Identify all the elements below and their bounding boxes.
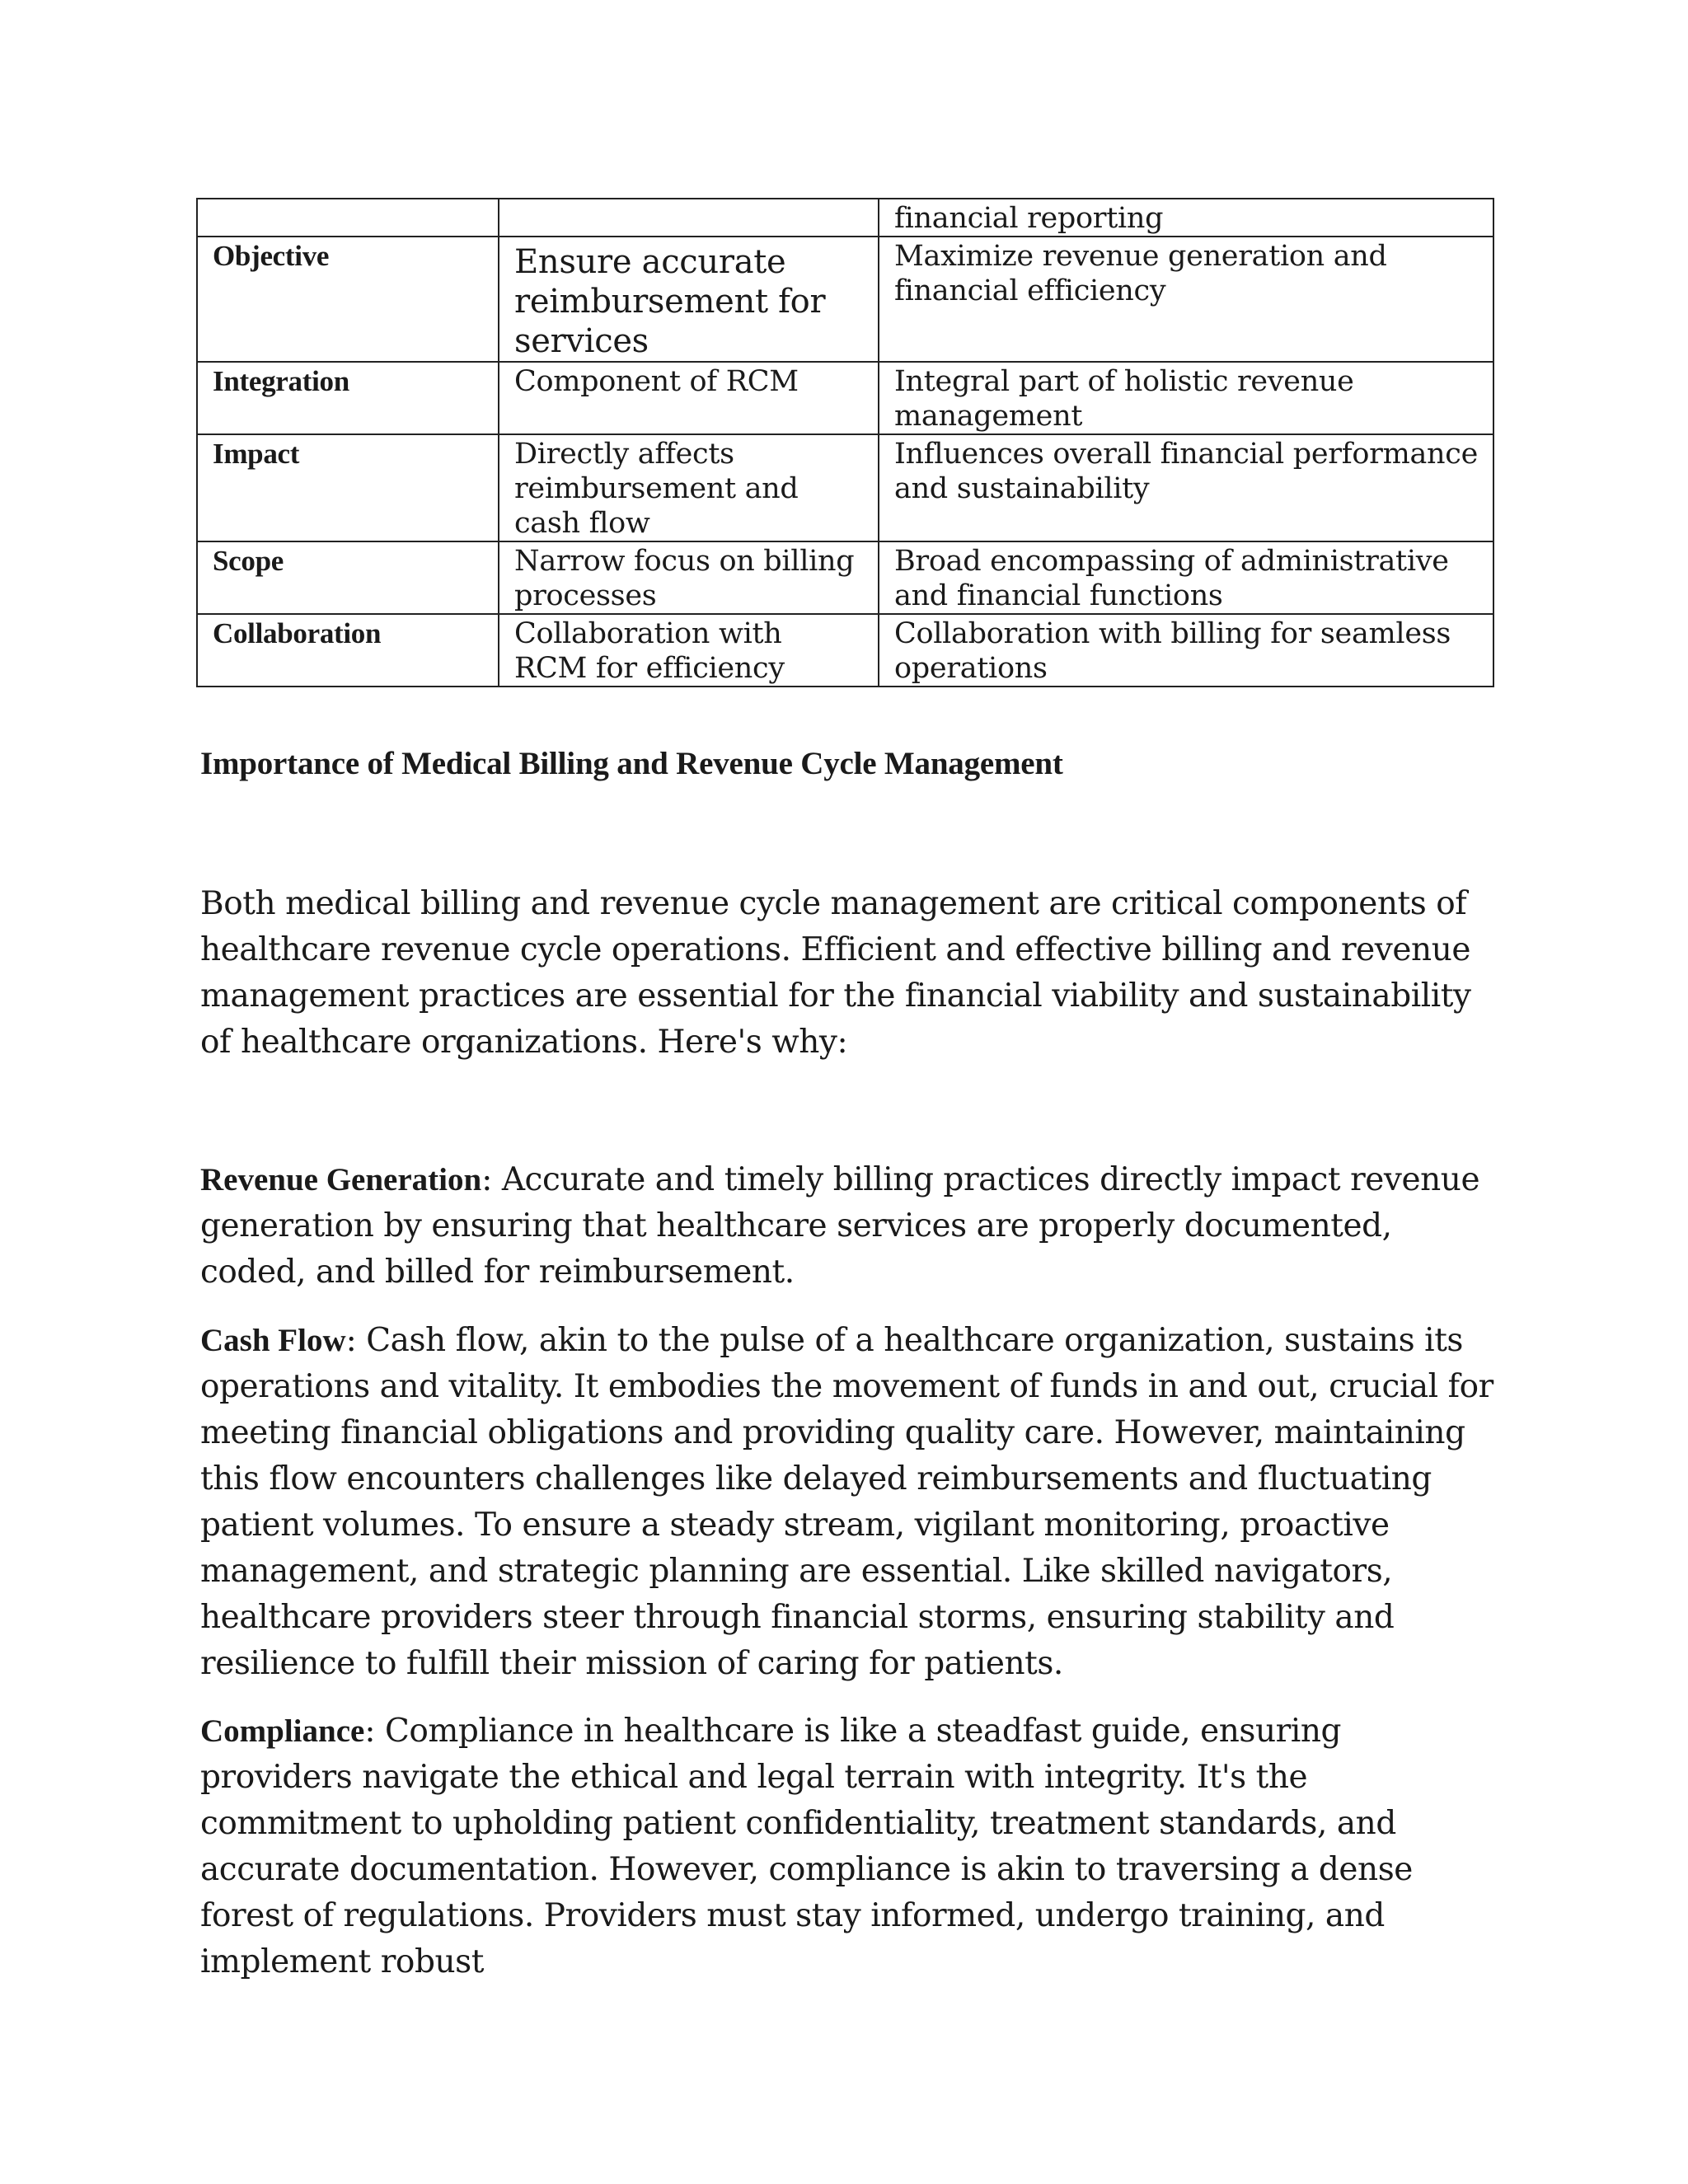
row-term — [197, 199, 499, 237]
cash-flow-paragraph: Cash Flow: Cash flow, akin to the pulse of a healthcare organization, sustains its operations and vitality. It embodies the movement of funds in and out, crucial for meeting financial obligations and providing quality care. However, maintaining this flow encounters challenges like delayed reimbursements and fluctuating patient volumes. To ensure a steady stream, vigilant monitoring, proactive management, and strategic planning are essential. Like skilled navigators, healthcare providers steer through financial storms, ensuring stability and resilience to fulfill their mission of caring for patients. — [200, 1322, 1493, 1682]
billing-cell: Ensure accurate reimbursement for services — [499, 237, 879, 362]
billing-cell — [499, 199, 879, 237]
row-term: Scope — [197, 541, 499, 614]
row-term: Integration — [197, 362, 499, 434]
point-text: Compliance in healthcare is like a steadfast guide, ensuring providers navigate the ethical and legal terrain with integrity. It's the commitment to upholding patient confidentiality, treatment standards, and accurate documentation. However, compliance is akin to traversing a dense forest of regulations. Providers must stay informed, undergo training, and implement robust — [200, 1713, 1413, 1980]
billing-cell: Component of RCM — [499, 362, 879, 434]
billing-cell: Narrow focus on billing processes — [499, 541, 879, 614]
intro-paragraph: Both medical billing and revenue cycle management are critical components of healthcare revenue cycle operations. Efficient and effective billing and revenue management practices are essential for the financial viability and sustainability of healthcare organizations. Here's why: — [200, 885, 1471, 1061]
point-text: Cash flow, akin to the pulse of a healthcare organization, sustains its operations and vitality. It embodies the movement of funds in and out, crucial for meeting financial obligations and providing quality care. However, maintaining this flow encounters challenges like delayed reimbursements and fluctuating patient volumes. To ensure a steady stream, vigilant monitoring, proactive management, and strategic planning are essential. Like skilled navigators, healthcare providers steer through financial storms, ensuring stability and resilience to fulfill their mission of caring for patients. — [200, 1322, 1493, 1682]
table-row — [197, 237, 1493, 362]
table-row — [197, 362, 1493, 434]
table-row — [197, 614, 1493, 687]
billing-cell: Directly affects reimbursement and cash flow — [499, 434, 879, 541]
rcm-cell: Maximize revenue generation and financial efficiency — [879, 237, 1493, 362]
compliance-paragraph: Compliance: Compliance in healthcare is like a steadfast guide, ensuring providers navigate the ethical and legal terrain with integrity. It's the commitment to upholding patient confidentiality, treatment standards, and accurate documentation. However, compliance is akin to traversing a dense forest of regulations. Providers must stay informed, undergo training, and implement robust — [200, 1713, 1413, 1980]
rcm-cell: Broad encompassing of administrative and financial functions — [879, 541, 1493, 614]
revenue-generation-paragraph: Revenue Generation: Accurate and timely billing practices directly impact revenue generation by ensuring that healthcare services are properly documented, coded, and billed for reimbursement. — [200, 1161, 1480, 1291]
point-label: Compliance — [200, 1713, 365, 1749]
comparison-table — [196, 198, 1494, 687]
rcm-cell: Influences overall financial performance and sustainability — [879, 434, 1493, 541]
table-row — [197, 434, 1493, 541]
point-label: Revenue Generation — [200, 1162, 482, 1197]
billing-cell: Collaboration with RCM for efficiency — [499, 614, 879, 687]
point-text: Accurate and timely billing practices directly impact revenue generation by ensuring that healthcare services are properly documented, coded, and billed for reimbursement. — [200, 1161, 1480, 1291]
section-heading: Importance of Medical Billing and Revenue Cycle Management — [200, 746, 1063, 781]
rcm-cell: Collaboration with billing for seamless operations — [879, 614, 1493, 687]
rcm-cell: Integral part of holistic revenue management — [879, 362, 1493, 434]
table-row — [197, 541, 1493, 614]
point-label: Cash Flow — [200, 1323, 346, 1358]
row-term: Objective — [197, 237, 499, 362]
row-term: Collaboration — [197, 614, 499, 687]
table-row — [197, 199, 1493, 237]
row-term: Impact — [197, 434, 499, 541]
rcm-cell: financial reporting — [879, 199, 1493, 237]
